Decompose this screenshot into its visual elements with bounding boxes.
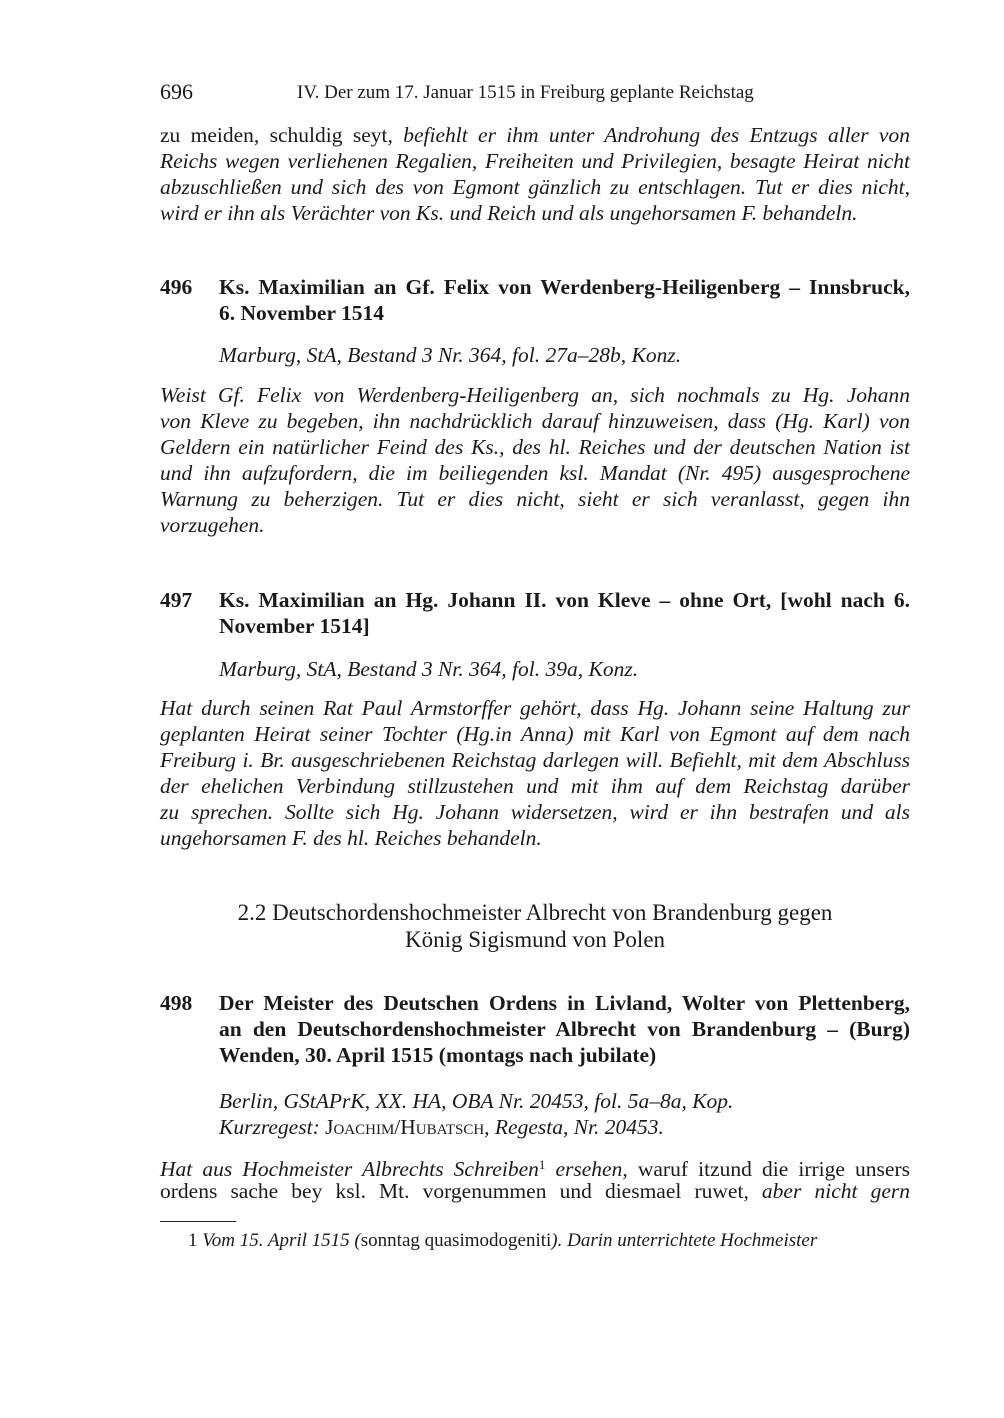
text-segment: 2.2 Deutschordenshochmeister Albrecht von Brandenburg gegen [237,900,833,925]
text-segment: sonntag quasimodogeniti [360,1230,552,1251]
regest-line [160,408,910,434]
text-segment: Wenden, 30. April 1515 (montags nach jubilate) [219,1043,657,1067]
entry-number-497: 497 [160,588,193,612]
regest-line [160,747,910,773]
text-segment: geplanten Heirat seiner Tochter (Hg.in Anna) mit Karl von Egmont auf dem nach [160,722,910,746]
text-segment: ersehen, [545,1157,628,1181]
text-segment: Kurzregest: [219,1115,326,1139]
regest-line [160,382,910,408]
text-segment: und ihn aufzufordern, die im beiliegenden ksl. Mandat (Nr. 495) ausgesprochene [160,461,910,485]
page-number: 696 [160,79,193,104]
text-segment: Warnung zu beherzigen. Tut er dies nicht, sieht er sich veranlasst, gegen ihn [160,487,910,511]
text-segment: , aber nicht gern [743,1179,910,1203]
text-segment: zu sprechen. Sollte sich Hg. Johann widersetzen, wird er ihn bestrafen und als [160,800,910,824]
text-segment: der ehelichen Verbindung stillzustehen und mit ihm auf dem Reichstag darüber [160,774,910,798]
text-segment: Geldern ein natürlicher Feind des Ks., des hl. Reiches und der deutschen Nation ist [160,435,910,459]
source-line [219,342,910,368]
regest-line [160,512,910,538]
text-segment: Weist Gf. Felix von Werdenberg-Heiligenberg an, sich nochmals zu Hg. Johann [160,383,910,407]
source-line [219,1114,910,1140]
text-segment: König Sigismund von Polen [404,927,666,952]
regest-line [160,434,910,460]
text-segment: Hat durch seinen Rat Paul Armstorffer gehört, dass Hg. Johann seine Haltung zur [160,696,910,720]
regest-line [160,799,910,825]
text-segment: Marburg, StA, Bestand 3 Nr. 364, fol. 39a, Konz. [219,657,639,681]
source-line [219,656,910,682]
text-segment: an den Deutschordenshochmeister Albrecht von Brandenburg – (Burg) [219,1017,910,1041]
regest-line [160,486,910,512]
regest-line [160,1178,910,1204]
text-segment: vorzugehen. [160,513,265,537]
section-heading-line [160,927,910,953]
text-segment: zu meiden, schuldig seyt [160,123,388,147]
source-line [219,1088,910,1114]
entry-heading-line [219,613,910,639]
entry-number-496: 496 [160,275,193,299]
entry-heading-line [219,274,910,300]
text-segment: November 1514] [219,614,370,638]
body-line [160,174,910,200]
text-segment: abzuschließen und sich des von Egmont gänzlich zu entschlagen. Tut er dies nicht, [160,175,910,199]
text-segment: Ks. Maximilian an Hg. Johann II. von Kleve – ohne Ort, [wohl nach 6. [219,588,910,612]
entry-heading-line [219,1016,910,1042]
text-segment: wird er ihn als Verächter von Ks. und Reich und als ungehorsamen F. behandeln. [160,201,858,225]
entry-number-498: 498 [160,991,193,1015]
text-segment: Der Meister des Deutschen Ordens in Livland, Wolter von Plettenberg, [219,991,910,1015]
body-line [160,148,910,174]
section-heading-line [160,900,910,926]
regest-line [160,825,910,851]
running-title: IV. Der zum 17. Januar 1515 in Freiburg geplante Reichstag [297,82,754,103]
regest-line [160,460,910,486]
entry-heading-line [219,990,910,1016]
text-segment: von Kleve zu begeben, ihn nachdrücklich darauf hinzuweisen, dass (Hg. Karl) von [160,409,910,433]
footnote-reference: 1 [538,1157,546,1172]
text-segment: Marburg, StA, Bestand 3 Nr. 364, fol. 27a–28b, Konz. [219,343,682,367]
text-segment: 1 [188,1230,198,1251]
text-segment: Ks. Maximilian an Gf. Felix von Werdenberg-Heiligenberg – Innsbruck, [219,275,910,299]
regest-line [160,721,910,747]
text-segment: ungehorsamen F. des hl. Reiches behandeln. [160,826,542,850]
text-segment: 6. November 1514 [219,301,385,325]
text-segment: Berlin, GStAPrK, XX. HA, OBA Nr. 20453, fol. 5a–8a, Kop. [219,1089,734,1113]
text-segment: Vom 15. April 1515 ( [197,1230,361,1251]
text-segment: , Regesta, Nr. 20453. [484,1115,664,1139]
entry-heading-line [219,300,910,326]
text-segment: , befiehlt er ihm unter Androhung des Entzugs aller von [387,123,910,147]
text-segment: Freiburg i. Br. ausgeschriebenen Reichstag darlegen will. Befiehlt, mit dem Abschluss [160,748,910,772]
text-segment: Hat aus Hochmeister Albrechts Schreiben [160,1157,539,1181]
footnote-rule [160,1221,236,1222]
text-segment: Joachim/Hubatsch [325,1115,485,1139]
entry-heading-line [219,587,910,613]
text-segment: ordens sache bey ksl. Mt. vorgenummen und diesmael ruwet [160,1179,744,1203]
regest-line [160,695,910,721]
footnote-line [188,1228,910,1254]
text-segment: ). Darin unterrichtete Hochmeister [551,1230,818,1251]
body-line [160,200,910,226]
text-segment: waruf itzund die irrige unsers [627,1157,910,1181]
body-line [160,122,910,148]
text-segment: Reichs wegen verliehenen Regalien, Freiheiten und Privilegien, besagte Heirat nicht [160,149,910,173]
regest-line [160,773,910,799]
entry-heading-line [219,1042,910,1068]
